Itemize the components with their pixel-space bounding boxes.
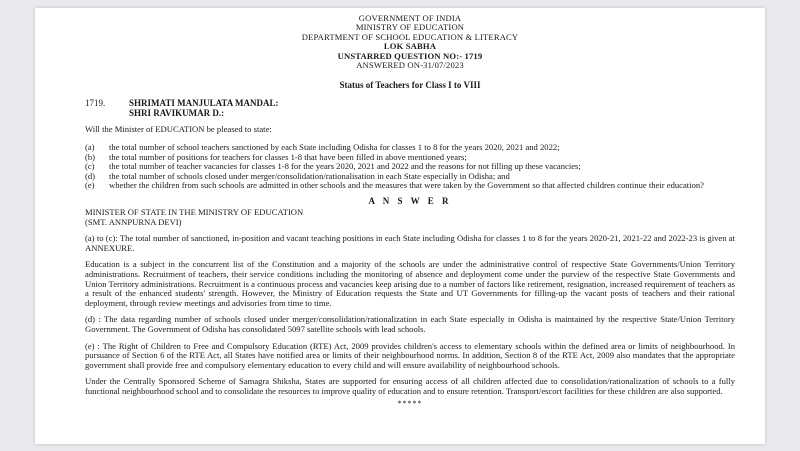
question-item-label: (e) [85,180,95,191]
header-ministry: MINISTRY OF EDUCATION [355,22,465,33]
minister-name: (SMT. ANNPURNA DEVI) [85,216,182,227]
header-house: LOK SABHA [383,41,437,52]
question-item-label: (d) [85,170,96,181]
question-item-text: the total number of teacher vacancies for classes 1-8 for the years 2020, 2021 and 2022 and the reasons for not filling up these vacancies; [109,161,581,172]
answer-paragraph-education: Education is a subject in the concurrent list of the Constitution and a majority of the schools are under the administrative control of respective State Governments/Union Territory administrations. Recruitment of teachers, their service conditions including the monitoring of absence and deployment come under the purview of the respective State Governments and Union Territory administrations. Recruitment is a continuous process and vacancies keep arising due to a number of factors like retirement, resignation, increased requirement of teachers as a result of the enhanced students' strength. However, the Ministry of Education requests the State and UT Governments for filling-up the vacant posts of teachers and their rational deployment, through review meetings and advisories from time to time. [85,259,735,308]
header-answered-date: ANSWERED ON-31/07/2023 [356,60,464,71]
answer-paragraph-d: (d) : The data regarding number of schools closed under merger/consolidation/rationalization in each State especially in Odisha is maintained by the respective State/Union Territory Government. The Government of Odisha has consolidated 5097 satellite schools with lead schools. [85,314,735,334]
minister-block [85,208,735,227]
member-names [129,98,279,118]
question-members [85,98,735,118]
question-item [85,181,735,191]
question-item-label: (a) [85,142,95,153]
document-title: Status of Teachers for Class I to VIII [339,80,481,91]
question-item-label: (b) [85,151,96,162]
answer-paragraph-e: (e) : The Right of Children to Free and Compulsory Education (RTE) Act, 2009 provides children's access to elementary schools within the defined area or limits of neighbourhood. In pursuance of Section 6 of the RTE Act, all States have notified area or limits of their neighbourhood norms. In addition, Section 8 of the RTE Act, 2009 also mandates that the appropriate government shall provide free and compulsory elementary education to every child and will ensure availability of neighbourhood schools. [85,340,735,370]
question-intro: Will the Minister of EDUCATION be pleased to state: [85,124,272,135]
document-page [35,8,765,444]
question-number: 1719. [85,98,106,109]
minister-title: MINISTER OF STATE IN THE MINISTRY OF EDUCATION [85,207,304,217]
letterhead [85,14,735,70]
question-item-label: (c) [85,161,95,172]
question-list [85,143,735,191]
member-name-2: SHRI RAVIKUMAR D.: [129,108,225,119]
question-item-text: the total number of school teachers sanctioned by each State including Odisha for classes 1 to 8 for the years 2020, 2021 and 2022; [109,142,560,153]
answer-paragraph-samagra: Under the Centrally Sponsored Scheme of Samagra Shiksha, States are supported for ensuring access of all children affected due to consolidation/rationalization of schools to a fully functional neighbourhood school and to consolidate the resources to improve quality of education and to ensure retention. Transport/escort facilities for these children are also supported. [85,376,735,396]
question-item-text: the total number of schools closed under merger/consolidation/rationalisation in each State especially in Odisha; and [109,170,510,181]
question-item-text: the total number of positions for teachers for classes 1-8 that have been filled in above mentioned years; [109,151,467,162]
document-content [85,14,735,408]
answer-paragraph-a-c: (a) to (c): The total number of sanctioned, in-position and vacant teaching positions in each State including Odisha for classes 1 to 8 for the years 2020-21, 2021-22 and 2022-23 is given at ANNEXURE. [85,233,735,253]
question-item-text: whether the children from such schools are admitted in other schools and the measures that were taken by the Government so that affected children continue their education? [109,180,704,191]
header-department: DEPARTMENT OF SCHOOL EDUCATION & LITERACY [301,31,519,42]
answer-heading: A N S W E R [368,196,452,206]
end-mark: ***** [397,398,423,408]
member-name-1: SHRIMATI MANJULATA MANDAL: [129,98,279,109]
header-question-number: UNSTARRED QUESTION NO:- 1719 [337,50,483,61]
header-government: GOVERNMENT OF INDIA [358,13,462,23]
